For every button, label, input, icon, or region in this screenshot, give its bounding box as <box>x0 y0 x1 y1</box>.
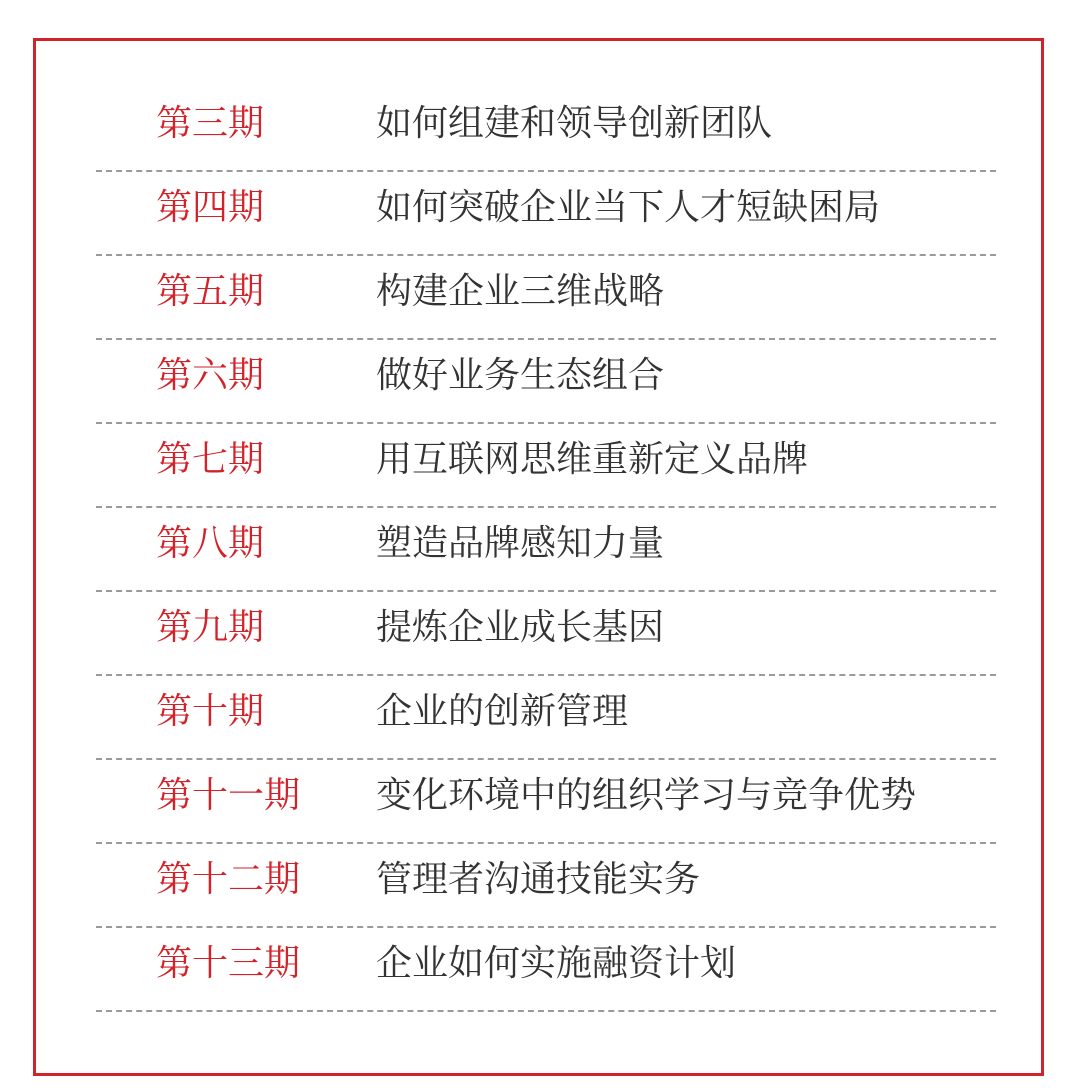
period-label: 第七期 <box>156 439 265 480</box>
list-item <box>96 676 996 760</box>
period-label: 第八期 <box>156 523 265 564</box>
period-label: 第四期 <box>156 187 265 228</box>
period-label: 第十期 <box>156 691 265 732</box>
period-label: 第九期 <box>156 607 265 648</box>
topic-text: 提炼企业成长基因 <box>376 607 665 648</box>
list-item <box>96 256 996 340</box>
list-item <box>96 172 996 256</box>
period-label: 第五期 <box>156 271 265 312</box>
period-label: 第六期 <box>156 355 265 396</box>
list-item <box>96 340 996 424</box>
period-label: 第十一期 <box>156 775 301 816</box>
topic-text: 企业的创新管理 <box>376 691 629 732</box>
list-item <box>96 592 996 676</box>
list-item <box>96 508 996 592</box>
period-label: 第十二期 <box>156 859 301 900</box>
topic-text: 塑造品牌感知力量 <box>376 523 665 564</box>
topic-text: 企业如何实施融资计划 <box>376 943 737 984</box>
topic-text: 管理者沟通技能实务 <box>376 859 701 900</box>
topic-text: 如何组建和领导创新团队 <box>376 103 773 144</box>
list-item <box>96 844 996 928</box>
topic-text: 做好业务生态组合 <box>376 355 665 396</box>
list-item <box>96 88 996 172</box>
period-label: 第三期 <box>156 103 265 144</box>
period-label: 第十三期 <box>156 943 301 984</box>
list-item <box>96 424 996 508</box>
topic-text: 变化环境中的组织学习与竞争优势 <box>376 775 917 816</box>
topic-text: 如何突破企业当下人才短缺困局 <box>376 187 881 228</box>
topic-text: 用互联网思维重新定义品牌 <box>376 439 809 480</box>
list-item <box>96 928 996 1012</box>
topic-text: 构建企业三维战略 <box>376 271 665 312</box>
list-item <box>96 760 996 844</box>
